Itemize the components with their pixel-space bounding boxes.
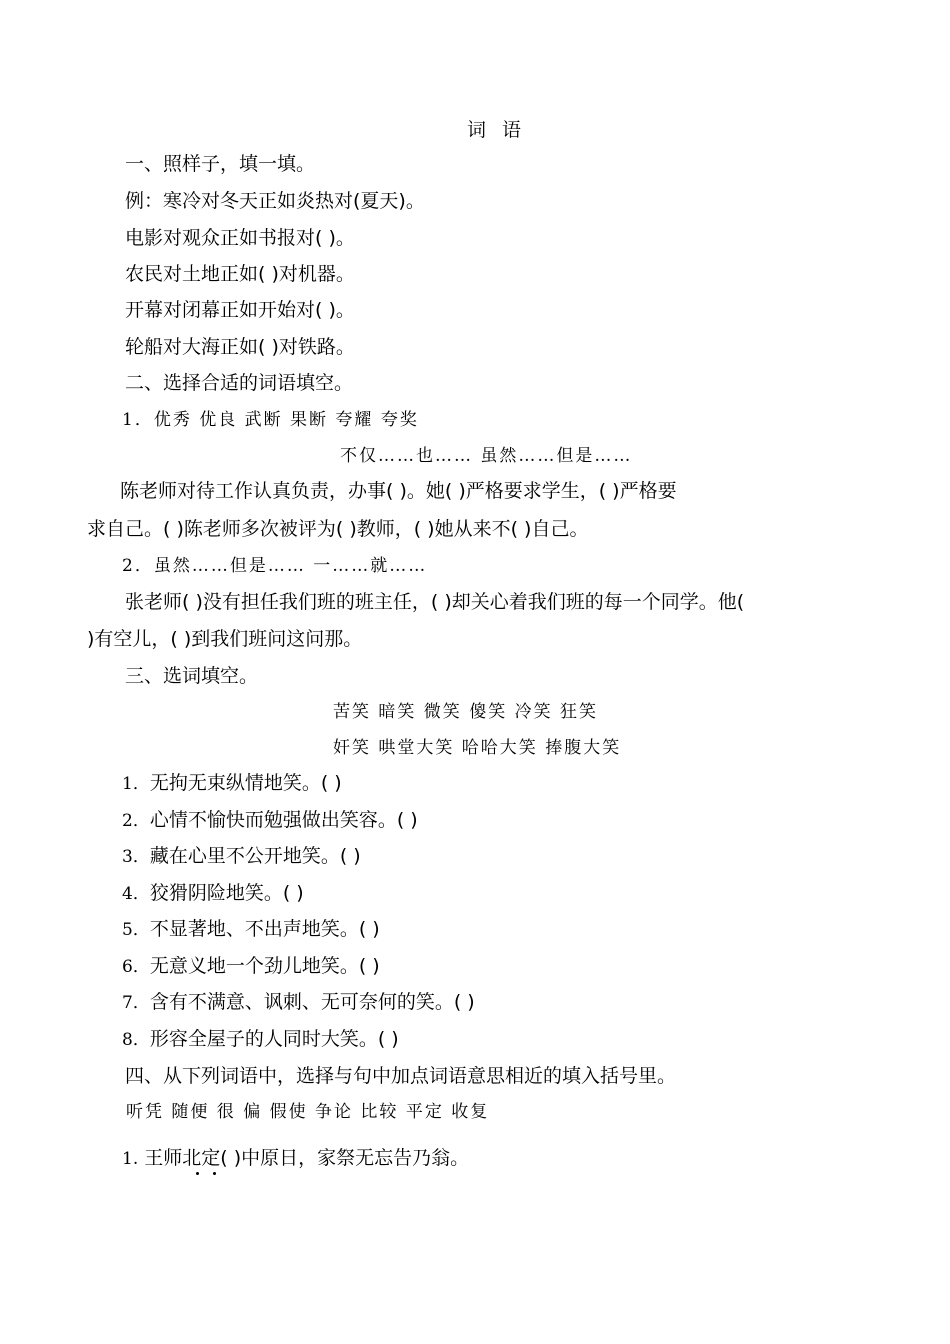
section-3-word-bank: 苦笑 暗笑 微笑 傻笑 冷笑 狂笑 [333,702,599,722]
section-2-q2-sentence: 张老师( )没有担任我们班的班主任，( )却关心着我们班的每一个同学。他( [125,591,745,613]
emphasis-dot [196,1172,199,1175]
section-3-item [122,954,380,979]
item-number: 1. [122,1149,139,1169]
section-1-item: 开幕对闭幕正如开始对( )。 [125,299,355,321]
section-1-item: 电影对观众正如书报对( )。 [125,227,355,249]
section-2-heading: 二、选择合适的词语填空。 [125,372,354,394]
item-number: 8． [122,1030,150,1050]
item-number: 5． [122,920,150,940]
section-3-item [122,808,418,833]
section-2-q1-sentence: 求自己。( )陈老师多次被评为( )教师，( )她从来不( )自己。 [87,518,589,540]
item-text: 含有不满意、讽刺、无可奈何的笑。( ) [149,991,475,1013]
item-number: 1． [122,774,150,794]
section-3-word-bank: 奸笑 哄堂大笑 哈哈大笑 捧腹大笑 [333,738,622,758]
item-text: 无意义地一个劲儿地笑。( ) [149,955,380,977]
section-3-item [122,1027,399,1052]
section-1-heading: 一、照样子，填一填。 [125,153,316,175]
item-number: 2． [122,811,150,831]
item-text: 王师北定( )中原日，家祭无忘告乃翁。 [144,1147,470,1169]
section-4-q1 [122,1146,469,1171]
item-text: 无拘无束纵情地笑。( ) [149,772,342,794]
section-1-item: 农民对土地正如( )对机器。 [125,263,355,285]
item-number: 6． [122,957,150,977]
section-2-q1-word-bank: 1．优秀 优良 武断 果断 夸耀 夸奖 [122,410,419,430]
section-3-item [122,771,342,796]
section-4-word-bank: 听凭 随便 很 偏 假使 争论 比较 平定 收复 [126,1102,490,1122]
section-2-q2-word-bank: 2．虽然……但是…… 一……就…… [122,556,428,576]
item-text: 心情不愉快而勉强做出笑容。( ) [149,809,418,831]
section-1-item: 轮船对大海正如( )对铁路。 [125,336,355,358]
item-text: 形容全屋子的人同时大笑。( ) [149,1028,399,1050]
item-text: 不显著地、不出声地笑。( ) [149,918,380,940]
item-number: 4． [122,884,150,904]
section-3-item [122,844,361,869]
section-3-heading: 三、选词填空。 [125,665,259,687]
section-4-heading: 四、从下列词语中，选择与句中加点词语意思相近的填入括号里。 [125,1065,677,1087]
section-2-q1-conjunctions: 不仅……也…… 虽然……但是…… [340,446,633,466]
section-1-example: 例：寒冷对冬天正如炎热对(夏天)。 [125,190,425,212]
item-number: 7． [122,993,150,1013]
item-text: 狡猾阴险地笑。( ) [149,882,304,904]
emphasis-dot [213,1172,216,1175]
section-3-item [122,990,475,1015]
section-3-item [122,881,304,906]
section-2-q1-sentence: 陈老师对待工作认真负责，办事( )。她( )严格要求学生，( )严格要 [120,480,677,502]
section-3-item [122,917,380,942]
page-title: 词语 [467,119,538,141]
item-text: 藏在心里不公开地笑。( ) [149,845,361,867]
item-number: 3． [122,847,150,867]
section-2-q2-sentence: )有空儿，( )到我们班问这问那。 [87,628,363,650]
